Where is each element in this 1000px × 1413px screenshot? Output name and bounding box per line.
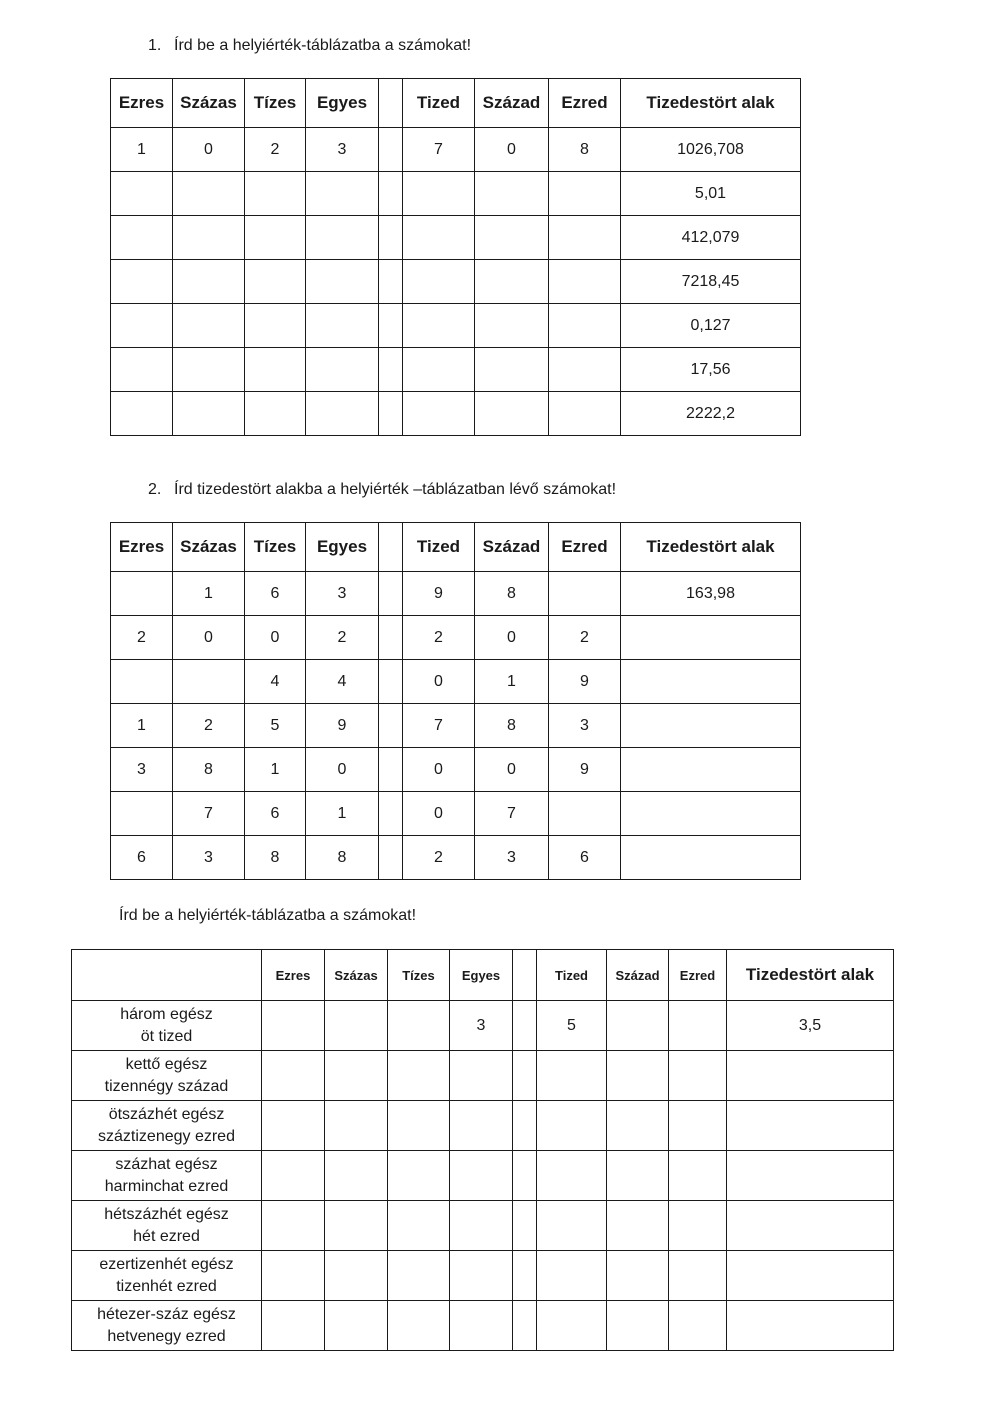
- task2-cell: 0: [245, 616, 306, 660]
- task2-header-cell: Tízes: [245, 523, 306, 572]
- task2-cell[interactable]: [621, 748, 801, 792]
- task2-table: [110, 522, 801, 880]
- task3-cell[interactable]: [607, 1201, 669, 1251]
- task3-cell[interactable]: [262, 1051, 325, 1101]
- task1-table: [110, 78, 801, 436]
- task1-header-cell: Százas: [173, 79, 245, 128]
- task2-header-cell: Ezred: [549, 523, 621, 572]
- task1-cell[interactable]: [475, 348, 549, 392]
- task2-cell: 0: [403, 748, 475, 792]
- task3-header-cell: [72, 950, 262, 1001]
- task2-cell: 6: [245, 792, 306, 836]
- task3-header-cell: Ezres: [262, 950, 325, 1001]
- task2-title: [148, 481, 616, 499]
- task2-cell: 0: [173, 616, 245, 660]
- task3-header-cell: Ezred: [669, 950, 727, 1001]
- task1-cell[interactable]: [245, 392, 306, 436]
- task2-cell: 7: [475, 792, 549, 836]
- task3-cell[interactable]: [537, 1251, 607, 1301]
- task3-header-cell: Százas: [325, 950, 388, 1001]
- task1-cell[interactable]: [111, 348, 173, 392]
- task1-cell[interactable]: [245, 260, 306, 304]
- task3-cell[interactable]: [669, 1301, 727, 1351]
- task3-row-label: [72, 1301, 262, 1351]
- task3-cell[interactable]: [262, 1251, 325, 1301]
- task2-cell: 2: [306, 616, 379, 660]
- task2-cell: 9: [549, 660, 621, 704]
- task1-cell[interactable]: [403, 348, 475, 392]
- task1-cell[interactable]: [111, 216, 173, 260]
- task3-row: [72, 1051, 894, 1101]
- task1-cell: [379, 348, 403, 392]
- task2-cell: 3: [549, 704, 621, 748]
- task2-cell: 9: [403, 572, 475, 616]
- task1-cell[interactable]: [245, 172, 306, 216]
- task3-cell[interactable]: [727, 1201, 894, 1251]
- task3-cell[interactable]: [607, 1301, 669, 1351]
- task3-cell[interactable]: [450, 1051, 513, 1101]
- task3-cell[interactable]: [607, 1001, 669, 1051]
- task3-row-label-line: tizenhét ezred: [116, 1277, 217, 1295]
- task3-header-cell: [513, 950, 537, 1001]
- task2-cell: 6: [549, 836, 621, 880]
- task1-cell[interactable]: [306, 348, 379, 392]
- task1-cell[interactable]: [111, 172, 173, 216]
- task2-cell: 1: [475, 660, 549, 704]
- task1-cell: 412,079: [621, 216, 801, 260]
- task1-cell[interactable]: [403, 392, 475, 436]
- task2-cell: 8: [173, 748, 245, 792]
- task3-cell[interactable]: [669, 1251, 727, 1301]
- task3-row-label-line: harminchat ezred: [104, 1177, 229, 1195]
- task2-cell: 6: [111, 836, 173, 880]
- task1-cell: 17,56: [621, 348, 801, 392]
- task3-cell[interactable]: [262, 1151, 325, 1201]
- task1-cell: [379, 172, 403, 216]
- task2-cell: 7: [173, 792, 245, 836]
- task2-header-cell: Egyes: [306, 523, 379, 572]
- task1-cell[interactable]: [245, 348, 306, 392]
- task1-cell: 0: [173, 128, 245, 172]
- task2-number: 2.: [148, 481, 162, 498]
- task3-cell[interactable]: [325, 1251, 388, 1301]
- task1-cell[interactable]: [173, 260, 245, 304]
- task2-cell: [379, 836, 403, 880]
- task2-cell[interactable]: [549, 572, 621, 616]
- task3-row-label-line: száztizenegy ezred: [98, 1127, 235, 1145]
- task3-row-label-line: ötszázhét egész: [108, 1105, 225, 1123]
- task2-cell: 2: [549, 616, 621, 660]
- task1-cell[interactable]: [549, 172, 621, 216]
- task2-cell[interactable]: [111, 792, 173, 836]
- task3-cell[interactable]: [537, 1101, 607, 1151]
- task3-cell: 3,5: [727, 1001, 894, 1051]
- task3-header-cell: Egyes: [450, 950, 513, 1001]
- task2-cell: 0: [306, 748, 379, 792]
- task3-cell[interactable]: [537, 1051, 607, 1101]
- task1-cell[interactable]: [475, 172, 549, 216]
- task3-cell[interactable]: [325, 1301, 388, 1351]
- task2-cell[interactable]: [621, 660, 801, 704]
- task1-cell[interactable]: [549, 392, 621, 436]
- task1-cell[interactable]: [306, 304, 379, 348]
- task2-cell: 1: [173, 572, 245, 616]
- task2-cell: 0: [475, 748, 549, 792]
- task3-row: [72, 1301, 894, 1351]
- task3-row-label: [72, 1201, 262, 1251]
- task3-title: [119, 907, 416, 925]
- task3-row-label: [72, 1151, 262, 1201]
- task1-cell[interactable]: [173, 392, 245, 436]
- task3-cell[interactable]: [450, 1151, 513, 1201]
- task3-cell: 5: [537, 1001, 607, 1051]
- task1-row: [111, 216, 801, 260]
- task2-row: [111, 572, 801, 616]
- task3-header-cell: Tizedestört alak: [727, 950, 894, 1001]
- task3-cell[interactable]: [262, 1001, 325, 1051]
- task1-cell: 7: [403, 128, 475, 172]
- task3-cell[interactable]: [388, 1201, 450, 1251]
- task1-cell: 5,01: [621, 172, 801, 216]
- task1-cell[interactable]: [306, 392, 379, 436]
- task3-cell[interactable]: [537, 1201, 607, 1251]
- task2-cell: 1: [306, 792, 379, 836]
- task1-cell[interactable]: [306, 260, 379, 304]
- task3-header-cell: Tízes: [388, 950, 450, 1001]
- task1-cell: [379, 260, 403, 304]
- task2-cell: 2: [173, 704, 245, 748]
- task1-cell: [379, 304, 403, 348]
- task3-cell[interactable]: [450, 1101, 513, 1151]
- task3-row-label-line: hetvenegy ezred: [107, 1327, 226, 1345]
- task2-cell[interactable]: [621, 704, 801, 748]
- task1-cell[interactable]: [475, 392, 549, 436]
- task1-row: [111, 304, 801, 348]
- task1-cell[interactable]: [403, 304, 475, 348]
- task3-cell[interactable]: [727, 1151, 894, 1201]
- task2-cell: 0: [403, 792, 475, 836]
- task2-header-cell: [379, 523, 403, 572]
- task2-header-cell: Tizedestört alak: [621, 523, 801, 572]
- task2-row: [111, 748, 801, 792]
- task3-row-label-line: hétezer-száz egész: [97, 1305, 236, 1323]
- task3-cell[interactable]: [727, 1101, 894, 1151]
- task3-cell[interactable]: [325, 1101, 388, 1151]
- task2-cell: 4: [306, 660, 379, 704]
- task3-cell[interactable]: [727, 1301, 894, 1351]
- task2-cell: 8: [475, 704, 549, 748]
- task3-row-label: [72, 1101, 262, 1151]
- task3-cell: [513, 1001, 537, 1051]
- task3-row: [72, 1151, 894, 1201]
- task3-header-cell: Század: [607, 950, 669, 1001]
- task3-row-label-line: százhat egész: [115, 1155, 218, 1173]
- task3-header-cell: Tized: [537, 950, 607, 1001]
- task1-cell: 1026,708: [621, 128, 801, 172]
- task3-row-label-line: kettő egész: [125, 1055, 208, 1073]
- task2-header-cell: Század: [475, 523, 549, 572]
- task3-cell[interactable]: [325, 1151, 388, 1201]
- task3-cell: [513, 1051, 537, 1101]
- task2-cell[interactable]: [621, 792, 801, 836]
- task3-cell[interactable]: [388, 1301, 450, 1351]
- task2-cell[interactable]: [111, 660, 173, 704]
- task1-cell[interactable]: [403, 260, 475, 304]
- task1-cell[interactable]: [173, 348, 245, 392]
- task2-cell: 3: [111, 748, 173, 792]
- task1-number: 1.: [148, 37, 162, 54]
- task3-cell[interactable]: [537, 1301, 607, 1351]
- task1-row: [111, 348, 801, 392]
- task2-cell: 2: [403, 836, 475, 880]
- task2-cell: [379, 748, 403, 792]
- task1-header-cell: Ezres: [111, 79, 173, 128]
- task2-cell: 9: [306, 704, 379, 748]
- task1-header-cell: Ezred: [549, 79, 621, 128]
- task1-cell: 7218,45: [621, 260, 801, 304]
- task1-cell[interactable]: [111, 392, 173, 436]
- task3-cell[interactable]: [537, 1151, 607, 1201]
- task2-header-cell: Százas: [173, 523, 245, 572]
- task3-cell[interactable]: [325, 1051, 388, 1101]
- task3-cell[interactable]: [262, 1301, 325, 1351]
- task3-row-label: [72, 1001, 262, 1051]
- task1-header-cell: Tizedestört alak: [621, 79, 801, 128]
- task3-row-label-line: ezertizenhét egész: [99, 1255, 234, 1273]
- task3-cell[interactable]: [325, 1001, 388, 1051]
- task1-row: [111, 172, 801, 216]
- task2-row: [111, 704, 801, 748]
- task2-cell[interactable]: [173, 660, 245, 704]
- task2-cell: 2: [111, 616, 173, 660]
- task3-cell[interactable]: [669, 1201, 727, 1251]
- task2-row: [111, 660, 801, 704]
- task1-cell[interactable]: [549, 348, 621, 392]
- task3-cell[interactable]: [262, 1201, 325, 1251]
- task2-cell: 8: [475, 572, 549, 616]
- task2-header-cell: Tized: [403, 523, 475, 572]
- task1-cell: 1: [111, 128, 173, 172]
- task3-cell[interactable]: [669, 1051, 727, 1101]
- task3-row-label-line: hét ezred: [133, 1227, 200, 1245]
- task1-cell: [379, 216, 403, 260]
- task1-cell[interactable]: [475, 304, 549, 348]
- task1-cell[interactable]: [173, 304, 245, 348]
- task3-cell[interactable]: [669, 1151, 727, 1201]
- task3-cell[interactable]: [325, 1201, 388, 1251]
- task3-cell[interactable]: [262, 1101, 325, 1151]
- task3-table: [71, 949, 894, 1351]
- task1-cell[interactable]: [549, 304, 621, 348]
- task3-cell[interactable]: [450, 1301, 513, 1351]
- task2-cell: 0: [403, 660, 475, 704]
- task3-row-label-line: hétszázhét egész: [104, 1205, 229, 1223]
- task3-title-text: Írd be a helyiérték-táblázatba a számokat!: [119, 907, 417, 924]
- task1-cell: [379, 128, 403, 172]
- task1-header-cell: Tized: [403, 79, 475, 128]
- task3-cell: [513, 1251, 537, 1301]
- task3-cell: [513, 1101, 537, 1151]
- task3-cell[interactable]: [607, 1051, 669, 1101]
- task3-cell[interactable]: [388, 1101, 450, 1151]
- task2-row: [111, 792, 801, 836]
- task1-cell[interactable]: [173, 216, 245, 260]
- task2-cell: [379, 660, 403, 704]
- task3-cell[interactable]: [607, 1251, 669, 1301]
- task3-row-label: [72, 1051, 262, 1101]
- task2-cell: 4: [245, 660, 306, 704]
- task3-cell[interactable]: [607, 1151, 669, 1201]
- task2-cell: 9: [549, 748, 621, 792]
- task3-cell: [513, 1201, 537, 1251]
- task1-cell[interactable]: [403, 172, 475, 216]
- task2-cell: 1: [111, 704, 173, 748]
- task2-cell: 6: [245, 572, 306, 616]
- task1-cell[interactable]: [245, 304, 306, 348]
- task2-cell: 2: [403, 616, 475, 660]
- task1-cell: 2222,2: [621, 392, 801, 436]
- task2-cell: [379, 704, 403, 748]
- task1-row: [111, 392, 801, 436]
- task3-row: [72, 1201, 894, 1251]
- task2-cell: 1: [245, 748, 306, 792]
- task3-cell[interactable]: [450, 1201, 513, 1251]
- task2-cell: [379, 616, 403, 660]
- task3-cell[interactable]: [388, 1151, 450, 1201]
- task1-header-cell: [379, 79, 403, 128]
- task2-cell[interactable]: [111, 572, 173, 616]
- task2-cell: 8: [306, 836, 379, 880]
- task2-cell: [379, 572, 403, 616]
- task3-cell[interactable]: [727, 1051, 894, 1101]
- task1-cell: 8: [549, 128, 621, 172]
- task2-cell[interactable]: [621, 836, 801, 880]
- task1-cell: [379, 392, 403, 436]
- task3-cell[interactable]: [669, 1001, 727, 1051]
- task3-row-label: [72, 1251, 262, 1301]
- task3-cell[interactable]: [388, 1251, 450, 1301]
- task2-row: [111, 836, 801, 880]
- task2-cell: 3: [306, 572, 379, 616]
- task3-cell[interactable]: [450, 1251, 513, 1301]
- task1-cell[interactable]: [549, 216, 621, 260]
- task2-cell: 0: [475, 616, 549, 660]
- task3-row-label-line: három egész: [120, 1005, 213, 1023]
- task2-cell: 7: [403, 704, 475, 748]
- task2-cell: [379, 792, 403, 836]
- task2-cell: 5: [245, 704, 306, 748]
- task3-row: [72, 1101, 894, 1151]
- task1-cell[interactable]: [173, 172, 245, 216]
- task2-cell[interactable]: [549, 792, 621, 836]
- task3-row: [72, 1001, 894, 1051]
- task1-cell[interactable]: [306, 172, 379, 216]
- task3-cell: 3: [450, 1001, 513, 1051]
- task2-title-text: Írd tizedestört alakba a helyiérték –táblázatban lévő számokat!: [174, 481, 617, 498]
- task3-row-label-line: tizennégy század: [104, 1077, 229, 1095]
- task1-cell: 0: [475, 128, 549, 172]
- task3-cell[interactable]: [388, 1051, 450, 1101]
- task2-cell: 3: [173, 836, 245, 880]
- task1-cell[interactable]: [111, 304, 173, 348]
- task1-cell[interactable]: [549, 260, 621, 304]
- task2-row: [111, 616, 801, 660]
- task3-cell: [513, 1301, 537, 1351]
- task1-cell[interactable]: [475, 216, 549, 260]
- task1-header-cell: Tízes: [245, 79, 306, 128]
- task3-cell[interactable]: [727, 1251, 894, 1301]
- task1-cell: 2: [245, 128, 306, 172]
- task2-cell: 3: [475, 836, 549, 880]
- task1-cell[interactable]: [111, 260, 173, 304]
- task2-cell: 163,98: [621, 572, 801, 616]
- task1-cell: 0,127: [621, 304, 801, 348]
- task3-cell: [513, 1151, 537, 1201]
- task2-cell: 8: [245, 836, 306, 880]
- task1-title-text: Írd be a helyiérték-táblázatba a számokat!: [174, 37, 472, 54]
- task1-title: [148, 37, 471, 55]
- task1-cell[interactable]: [475, 260, 549, 304]
- task1-cell[interactable]: [245, 216, 306, 260]
- task2-cell[interactable]: [621, 616, 801, 660]
- task1-row: [111, 260, 801, 304]
- task1-cell: 3: [306, 128, 379, 172]
- task1-row: [111, 128, 801, 172]
- task1-cell[interactable]: [306, 216, 379, 260]
- task1-cell[interactable]: [403, 216, 475, 260]
- task3-row: [72, 1251, 894, 1301]
- task2-header-cell: Ezres: [111, 523, 173, 572]
- task3-row-label-line: öt tized: [140, 1027, 193, 1045]
- task3-cell[interactable]: [669, 1101, 727, 1151]
- task3-cell[interactable]: [607, 1101, 669, 1151]
- task3-cell[interactable]: [388, 1001, 450, 1051]
- task1-header-cell: Század: [475, 79, 549, 128]
- task1-header-cell: Egyes: [306, 79, 379, 128]
